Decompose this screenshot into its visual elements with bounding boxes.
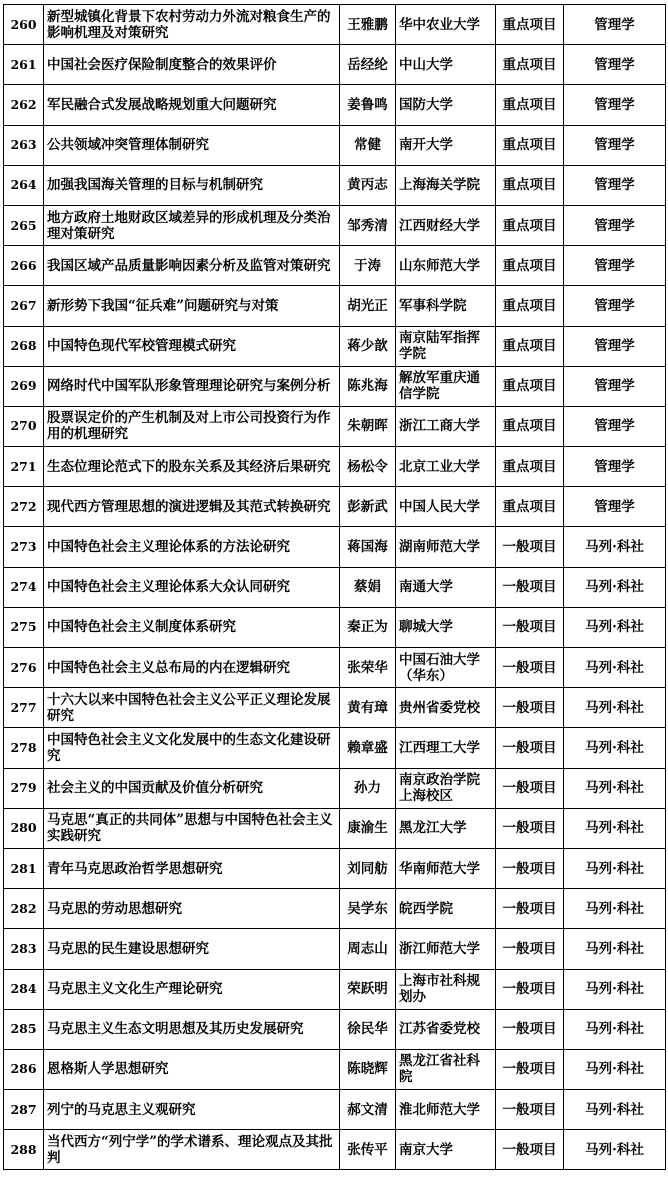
table-row [4,205,666,245]
project-type: 一般项目 [496,1009,564,1049]
project-type: 一般项目 [496,1049,564,1089]
table-row [4,286,666,326]
project-type: 一般项目 [496,1090,564,1130]
row-number: 279 [4,768,44,808]
institution: 南京陆军指挥学院 [396,326,496,366]
subject-category: 管理学 [564,165,666,205]
project-leader: 秦正为 [340,607,396,647]
row-number: 287 [4,1090,44,1130]
table-row [4,406,666,446]
project-leader: 荣跃明 [340,969,396,1009]
subject-category: 管理学 [564,85,666,125]
row-number: 283 [4,929,44,969]
project-type: 一般项目 [496,688,564,728]
table-row [4,1130,666,1170]
table-row [4,165,666,205]
project-type: 一般项目 [496,768,564,808]
project-type: 重点项目 [496,165,564,205]
project-title: 十六大以来中国特色社会主义公平正义理论发展研究 [44,688,340,728]
table-row [4,929,666,969]
row-number: 286 [4,1049,44,1089]
institution: 上海海关学院 [396,165,496,205]
project-leader: 郝文清 [340,1090,396,1130]
table-row [4,889,666,929]
institution: 湖南师范大学 [396,527,496,567]
project-type: 一般项目 [496,808,564,848]
project-title: 我国区域产品质量影响因素分析及监管对策研究 [44,246,340,286]
project-type: 一般项目 [496,1130,564,1170]
table-row [4,246,666,286]
project-type: 一般项目 [496,929,564,969]
subject-category: 马列·科社 [564,1009,666,1049]
project-leader: 康渝生 [340,808,396,848]
project-title: 现代西方管理思想的演进逻辑及其范式转换研究 [44,487,340,527]
institution: 中山大学 [396,45,496,85]
institution: 贵州省委党校 [396,688,496,728]
project-leader: 刘同舫 [340,848,396,888]
project-title: 恩格斯人学思想研究 [44,1049,340,1089]
institution: 南京大学 [396,1130,496,1170]
subject-category: 管理学 [564,205,666,245]
institution: 南通大学 [396,567,496,607]
subject-category: 马列·科社 [564,1130,666,1170]
project-leader: 常健 [340,125,396,165]
row-number: 278 [4,728,44,768]
project-leader: 蒋少歆 [340,326,396,366]
row-number: 266 [4,246,44,286]
row-number: 284 [4,969,44,1009]
row-number: 281 [4,848,44,888]
project-leader: 张传平 [340,1130,396,1170]
subject-category: 马列·科社 [564,527,666,567]
institution: 浙江师范大学 [396,929,496,969]
project-leader: 邹秀清 [340,205,396,245]
project-leader: 彭新武 [340,487,396,527]
project-leader: 陈兆海 [340,366,396,406]
row-number: 265 [4,205,44,245]
project-type: 一般项目 [496,567,564,607]
project-type: 重点项目 [496,125,564,165]
subject-category: 马列·科社 [564,889,666,929]
subject-category: 管理学 [564,447,666,487]
table-row [4,648,666,688]
project-title: 马克思主义生态文明思想及其历史发展研究 [44,1009,340,1049]
subject-category: 管理学 [564,246,666,286]
project-leader: 于涛 [340,246,396,286]
subject-category: 管理学 [564,45,666,85]
project-type: 重点项目 [496,205,564,245]
institution: 聊城大学 [396,607,496,647]
project-title: 社会主义的中国贡献及价值分析研究 [44,768,340,808]
table-row [4,567,666,607]
project-title: 中国特色社会主义总布局的内在逻辑研究 [44,648,340,688]
project-title: 中国特色社会主义理论体系大众认同研究 [44,567,340,607]
institution: 华中农业大学 [396,5,496,45]
project-type: 一般项目 [496,648,564,688]
row-number: 274 [4,567,44,607]
project-type: 重点项目 [496,447,564,487]
project-leader: 王雅鹏 [340,5,396,45]
table-row [4,848,666,888]
project-type: 重点项目 [496,326,564,366]
table-row [4,326,666,366]
project-title: 中国特色社会主义制度体系研究 [44,607,340,647]
row-number: 269 [4,366,44,406]
row-number: 268 [4,326,44,366]
project-leader: 姜鲁鸣 [340,85,396,125]
row-number: 264 [4,165,44,205]
project-type: 一般项目 [496,728,564,768]
subject-category: 管理学 [564,286,666,326]
row-number: 280 [4,808,44,848]
project-type: 重点项目 [496,406,564,446]
project-title: 中国特色现代军校管理模式研究 [44,326,340,366]
table-row [4,366,666,406]
row-number: 260 [4,5,44,45]
project-leader: 朱朝晖 [340,406,396,446]
institution: 江西理工大学 [396,728,496,768]
table-row [4,1009,666,1049]
project-title: 当代西方“列宁学”的学术谱系、理论观点及其批判 [44,1130,340,1170]
table-row [4,1049,666,1089]
row-number: 270 [4,406,44,446]
row-number: 267 [4,286,44,326]
subject-category: 马列·科社 [564,1090,666,1130]
project-leader: 徐民华 [340,1009,396,1049]
institution: 江西财经大学 [396,205,496,245]
project-title: 网络时代中国军队形象管理理论研究与案例分析 [44,366,340,406]
table-row [4,487,666,527]
project-title: 生态位理论范式下的股东关系及其经济后果研究 [44,447,340,487]
project-type: 一般项目 [496,527,564,567]
subject-category: 马列·科社 [564,1049,666,1089]
project-title: 公共领域冲突管理体制研究 [44,125,340,165]
table-row [4,1090,666,1130]
project-type: 重点项目 [496,246,564,286]
project-type: 重点项目 [496,85,564,125]
table-row [4,447,666,487]
project-table [3,4,666,1170]
table-row [4,969,666,1009]
table-row [4,768,666,808]
row-number: 272 [4,487,44,527]
row-number: 271 [4,447,44,487]
subject-category: 管理学 [564,125,666,165]
table-row [4,688,666,728]
project-title: 新型城镇化背景下农村劳动力外流对粮食生产的影响机理及对策研究 [44,5,340,45]
project-title: 新形势下我国“征兵难”问题研究与对策 [44,286,340,326]
project-title: 加强我国海关管理的目标与机制研究 [44,165,340,205]
subject-category: 马列·科社 [564,688,666,728]
institution: 南开大学 [396,125,496,165]
project-leader: 赖章盛 [340,728,396,768]
project-title: 青年马克思政治哲学思想研究 [44,848,340,888]
project-title: 地方政府土地财政区域差异的形成机理及分类治理对策研究 [44,205,340,245]
project-title: 中国社会医疗保险制度整合的效果评价 [44,45,340,85]
subject-category: 马列·科社 [564,567,666,607]
institution: 上海市社科规划办 [396,969,496,1009]
project-leader: 孙力 [340,768,396,808]
row-number: 263 [4,125,44,165]
institution: 北京工业大学 [396,447,496,487]
project-title: 列宁的马克思主义观研究 [44,1090,340,1130]
table-row [4,527,666,567]
project-title: 马克思主义文化生产理论研究 [44,969,340,1009]
subject-category: 马列·科社 [564,607,666,647]
table-row [4,125,666,165]
project-leader: 胡光正 [340,286,396,326]
row-number: 277 [4,688,44,728]
project-type: 一般项目 [496,889,564,929]
row-number: 276 [4,648,44,688]
institution: 中国人民大学 [396,487,496,527]
project-title: 中国特色社会主义理论体系的方法论研究 [44,527,340,567]
project-type: 一般项目 [496,848,564,888]
subject-category: 管理学 [564,326,666,366]
row-number: 275 [4,607,44,647]
institution: 国防大学 [396,85,496,125]
project-leader: 岳经纶 [340,45,396,85]
subject-category: 马列·科社 [564,969,666,1009]
subject-category: 马列·科社 [564,648,666,688]
row-number: 273 [4,527,44,567]
project-leader: 蔡娟 [340,567,396,607]
project-leader: 黄有璋 [340,688,396,728]
subject-category: 马列·科社 [564,768,666,808]
row-number: 285 [4,1009,44,1049]
project-type: 重点项目 [496,286,564,326]
project-type: 一般项目 [496,607,564,647]
project-type: 重点项目 [496,487,564,527]
project-table-body [4,5,666,1170]
institution: 山东师范大学 [396,246,496,286]
table-row [4,45,666,85]
institution: 中国石油大学（华东） [396,648,496,688]
row-number: 288 [4,1130,44,1170]
project-title: 马克思的民生建设思想研究 [44,929,340,969]
table-row [4,5,666,45]
project-leader: 张荣华 [340,648,396,688]
subject-category: 管理学 [564,406,666,446]
institution: 黑龙江大学 [396,808,496,848]
subject-category: 管理学 [564,5,666,45]
table-row [4,607,666,647]
project-leader: 吴学东 [340,889,396,929]
project-title: 中国特色社会主义文化发展中的生态文化建设研究 [44,728,340,768]
project-title: 军民融合式发展战略规划重大问题研究 [44,85,340,125]
project-leader: 陈晓辉 [340,1049,396,1089]
institution: 淮北师范大学 [396,1090,496,1130]
subject-category: 马列·科社 [564,929,666,969]
project-type: 重点项目 [496,45,564,85]
subject-category: 马列·科社 [564,728,666,768]
subject-category: 马列·科社 [564,848,666,888]
institution: 解放军重庆通信学院 [396,366,496,406]
project-leader: 黄丙志 [340,165,396,205]
institution: 华南师范大学 [396,848,496,888]
institution: 江苏省委党校 [396,1009,496,1049]
table-row [4,85,666,125]
project-title: 马克思的劳动思想研究 [44,889,340,929]
project-leader: 蒋国海 [340,527,396,567]
row-number: 262 [4,85,44,125]
project-title: 股票误定价的产生机制及对上市公司投资行为作用的机理研究 [44,406,340,446]
institution: 南京政治学院上海校区 [396,768,496,808]
project-leader: 周志山 [340,929,396,969]
institution: 军事科学院 [396,286,496,326]
project-type: 一般项目 [496,969,564,1009]
project-title: 马克思“真正的共同体”思想与中国特色社会主义实践研究 [44,808,340,848]
institution: 黑龙江省社科院 [396,1049,496,1089]
project-type: 重点项目 [496,5,564,45]
project-leader: 杨松令 [340,447,396,487]
subject-category: 管理学 [564,487,666,527]
project-type: 重点项目 [496,366,564,406]
row-number: 282 [4,889,44,929]
subject-category: 马列·科社 [564,808,666,848]
row-number: 261 [4,45,44,85]
institution: 皖西学院 [396,889,496,929]
institution: 浙江工商大学 [396,406,496,446]
subject-category: 管理学 [564,366,666,406]
table-row [4,728,666,768]
table-row [4,808,666,848]
